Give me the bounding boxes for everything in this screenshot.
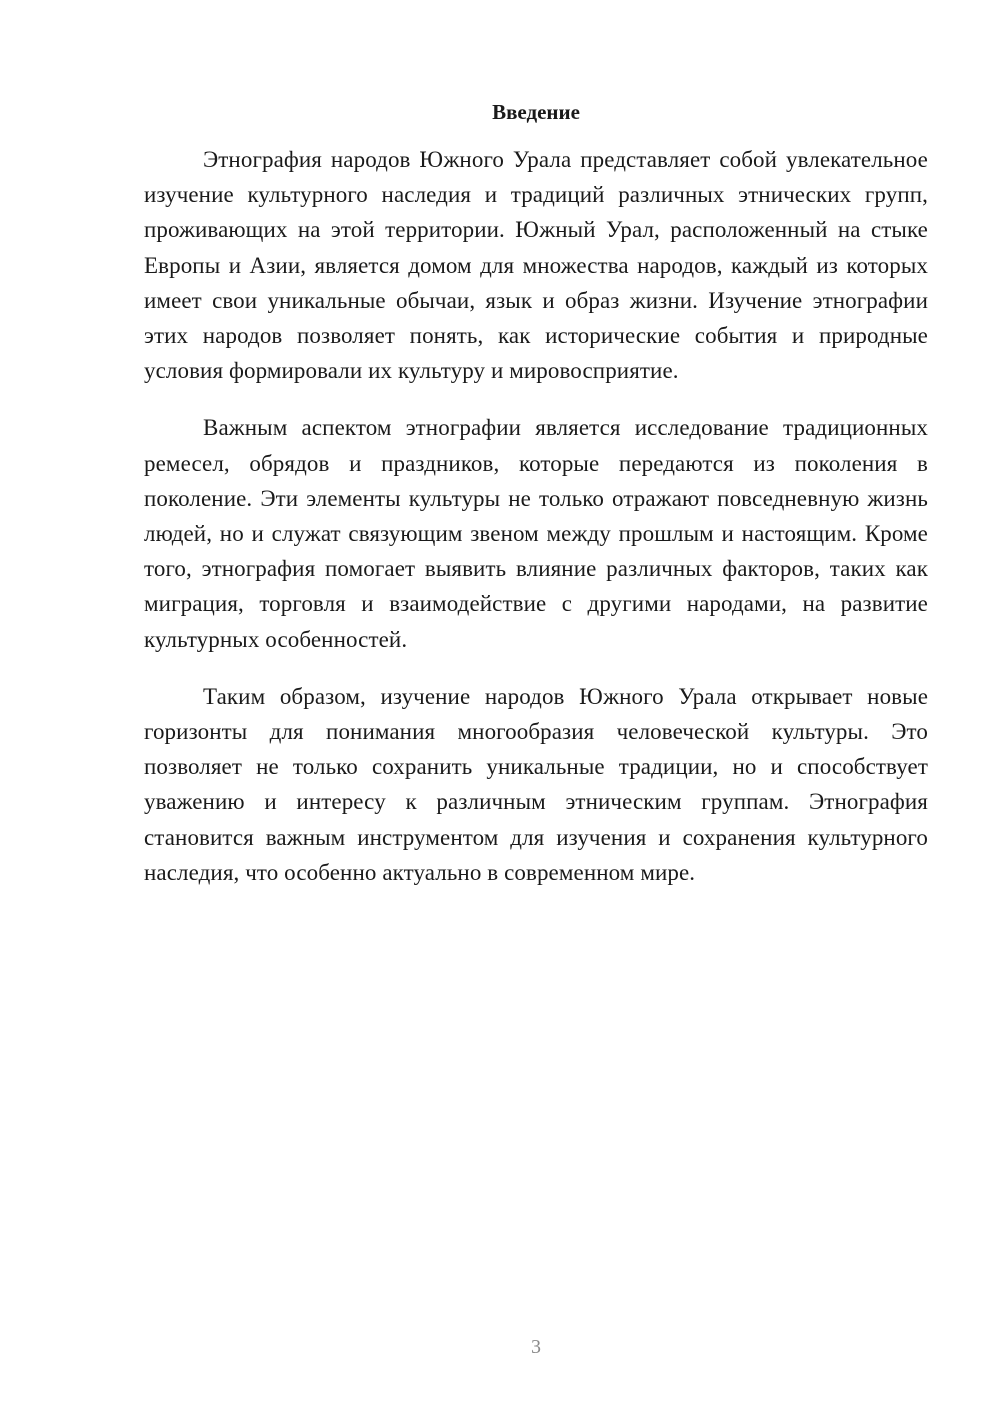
page-number: 3 <box>531 1336 541 1358</box>
body-text <box>144 142 928 912</box>
paragraph-2: Важным аспектом этнографии является исследование традиционных ремесел, обрядов и праздников, которые передаются из поколения в поколение. Эти элементы культуры не только отражают повседневную жизнь людей, но и служат связующим звеном между прошлым и настоящим. Кроме того, этнография помогает выявить влияние различных факторов, таких как миграция, торговля и взаимодействие с другими народами, на развитие культурных особенностей. <box>144 415 928 652</box>
section-title: Введение <box>492 100 580 124</box>
paragraph-3: Таким образом, изучение народов Южного Урала открывает новые горизонты для понимания многообразия человеческой культуры. Это позволяет не только сохранить уникальные традиции, но и способствует уважению и интересу к различным этническим группам. Этнография становится важным инструментом для изучения и сохранения культурного наследия, что особенно актуально в современном мире. <box>144 683 928 885</box>
paragraph-1: Этнография народов Южного Урала представляет собой увлекательное изучение культурного наследия и традиций различных этнических групп, проживающих на этой территории. Южный Урал, расположенный на стыке Европы и Азии, является домом для множества народов, каждый из которых имеет свои уникальные обычаи, язык и образ жизни. Изучение этнографии этих народов позволяет понять, как исторические события и природные условия формировали их культуру и мировосприятие. <box>144 147 928 384</box>
